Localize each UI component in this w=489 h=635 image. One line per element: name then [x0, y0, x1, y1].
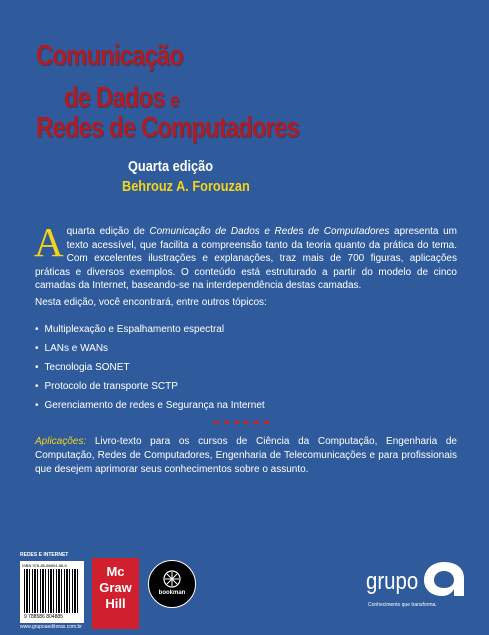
grupo-a-logo-text: grupo: [366, 568, 419, 595]
topic-text: Tecnologia SONET: [44, 362, 130, 373]
topics-list: [35, 323, 265, 418]
intro-paragraph: [34, 219, 457, 293]
applications-text: Livro-texto para os cursos de Ciência da Computação, Engenharia de Computação, Redes de Computadores, Engenharia de Telecomunicações e para profissionais que desejem aprimorar seus conhecimentos sobre o assunto.: [35, 436, 457, 475]
mcgraw-logo-line-2: Graw: [99, 580, 132, 595]
grupo-a-tagline: Conhecimento que transforma.: [368, 602, 437, 608]
author-name: Behrouz A. Forouzan: [122, 178, 250, 195]
barcode-bars: [24, 569, 80, 613]
category-label: REDES E INTERNET: [20, 552, 69, 558]
divider-dot: [244, 421, 249, 424]
topic-text: Gerenciamento de redes e Segurança na Internet: [44, 400, 265, 411]
divider-dot: [224, 421, 229, 424]
bullet-icon: •: [35, 400, 39, 411]
intro-text-end: apresenta um texto acessível, que facilita a compreensão tanto da teoria quanto da prática do tema. Com excelentes ilustrações e explanações, traz mais de 700 figuras, aplicações práticas e diversos exemplos. O conteúdo está estruturado a partir do modelo de cinco camadas da Internet, baseando-se na interdependência destas camadas.: [35, 226, 457, 291]
list-item: [35, 380, 265, 399]
edition-label: Quarta edição: [128, 158, 214, 175]
bullet-icon: •: [35, 381, 39, 392]
topics-heading: Nesta edição, você encontrará, entre outros tópicos:: [35, 297, 267, 308]
topic-text: Protocolo de transporte SCTP: [44, 381, 178, 392]
section-divider-dots: [214, 411, 274, 429]
topic-text: LANs e WANs: [44, 343, 109, 354]
mcgraw-logo-line-1: Mc: [106, 564, 125, 579]
applications-label: Aplicações:: [35, 436, 87, 447]
topic-text: Multiplexação e Espalhamento espectral: [44, 324, 225, 335]
title-line-2: [64, 82, 179, 115]
bullet-icon: •: [35, 362, 39, 373]
applications-paragraph: [35, 435, 457, 477]
bookman-logo: [148, 560, 196, 608]
isbn-text: ISBN 978-85-86804-88-5: [22, 563, 67, 568]
barcode: [20, 561, 84, 623]
title-conjunction: e: [170, 90, 179, 112]
divider-dot: [254, 421, 259, 424]
barcode-number: 9 788586 804885: [24, 614, 63, 620]
grupo-a-letter-icon: [418, 556, 470, 600]
divider-dot: [264, 421, 269, 424]
title-line-1: Comunicação: [36, 40, 183, 72]
list-item: [35, 342, 265, 361]
title-line-3: Redes de Computadores: [36, 112, 299, 144]
book-emblem-icon: [163, 570, 181, 588]
bookman-logo-text: bookman: [158, 590, 186, 596]
intro-text-start: quarta edição de: [66, 226, 150, 237]
bullet-icon: •: [35, 343, 39, 354]
bullet-icon: •: [35, 324, 39, 335]
website-url: www.grupoaeditoras.com.br: [20, 624, 82, 630]
title-line-2-text: de Dados: [64, 82, 165, 114]
intro-book-title: Comunicação de Dados e Redes de Computadores: [149, 226, 390, 237]
mcgraw-logo-line-3: Hill: [105, 596, 126, 611]
list-item: [35, 323, 265, 342]
divider-dot: [234, 421, 239, 424]
divider-dot: [214, 421, 219, 424]
drop-cap: A: [34, 219, 64, 265]
mcgraw-hill-logo: [92, 558, 139, 629]
list-item: [35, 361, 265, 380]
